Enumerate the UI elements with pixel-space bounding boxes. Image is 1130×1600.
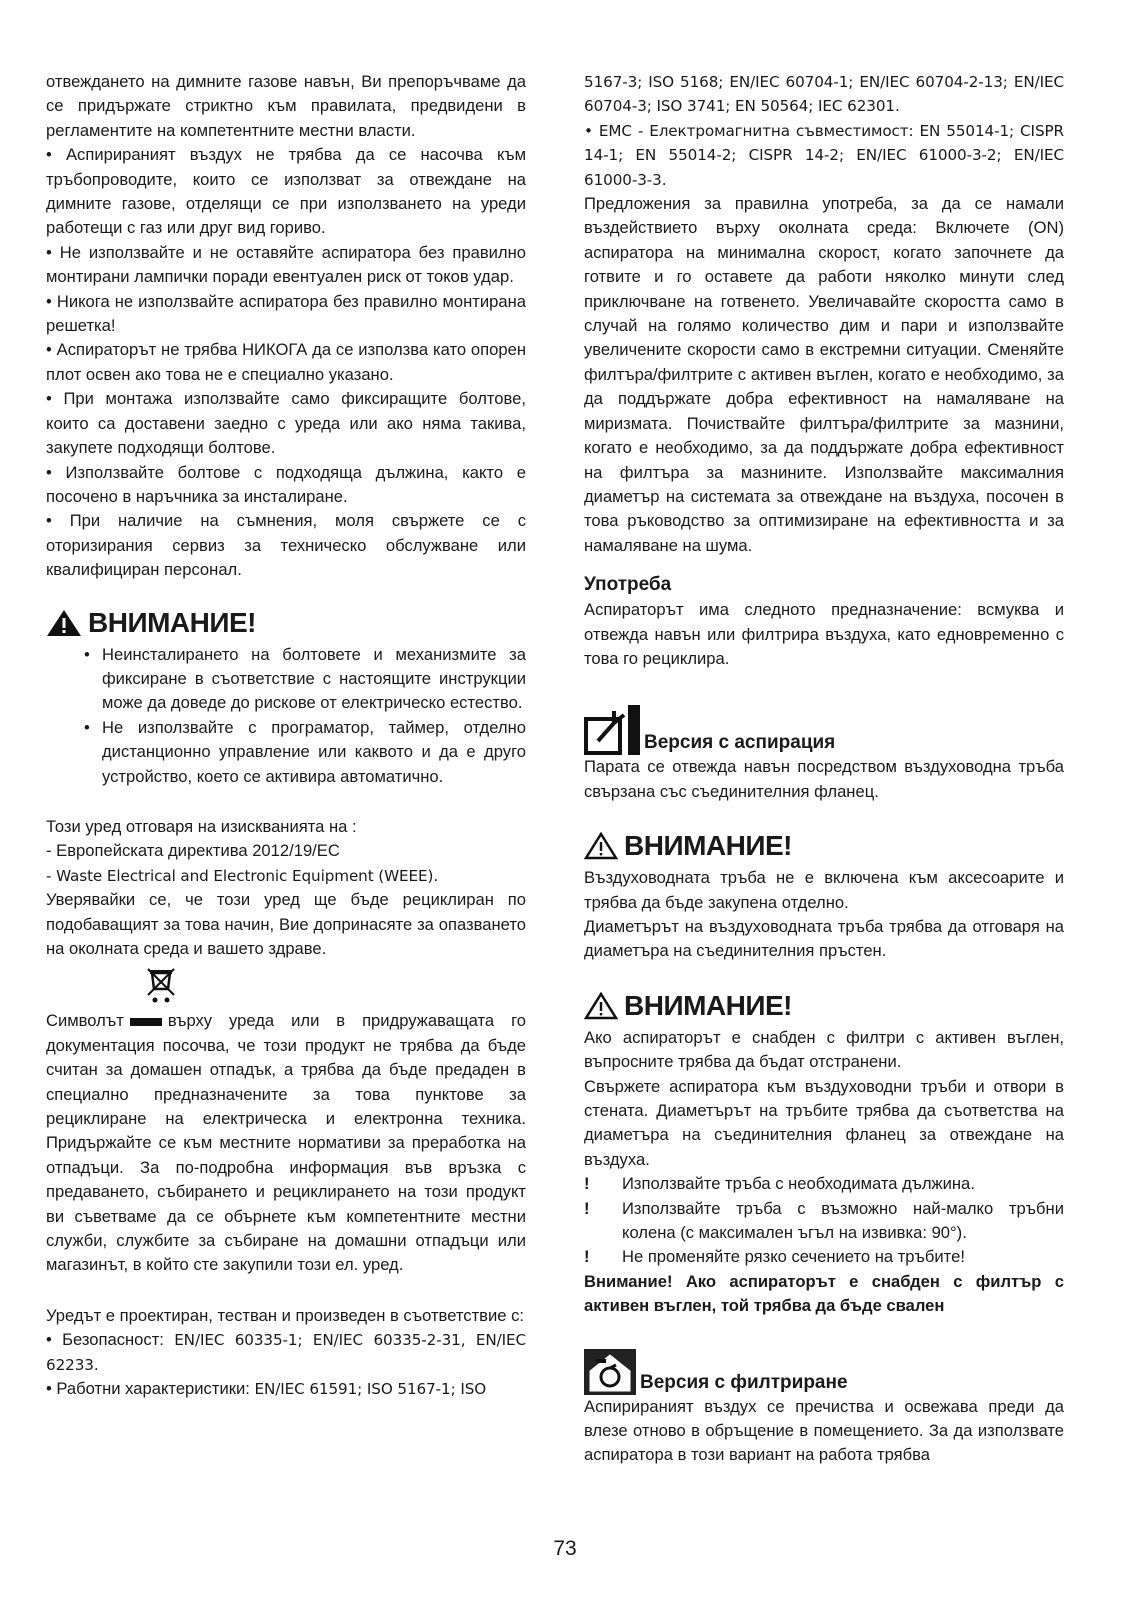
emc-standards: • EMC - Електромагнитна съвместимост: EN 55014-1; CISPR 14-1; EN 55014-2; CISPR 14-2; EN/IEC 61000-3-2; EN/IEC 61000-3-3. <box>584 121 1064 189</box>
section-title: Версия с филтриране <box>640 1371 848 1393</box>
warning-heading <box>584 990 1064 1022</box>
weee-bin-icon <box>146 967 176 1007</box>
safety-standards: • Безопасност: EN/IEC 60335-1; EN/IEC 60335-2-31, EN/IEC 62233. <box>46 1330 526 1374</box>
weee-bar-icon <box>130 1018 162 1026</box>
performance-standards: • Работни характеристики: EN/IEC 61591; ISO 5167-1; ISO <box>46 1379 487 1399</box>
warning-triangle-icon <box>584 832 618 860</box>
warning-triangle-icon <box>584 992 618 1020</box>
paragraph: Свържете аспиратора към въздуховодни тръби и отвори в стената. Диаметърът на тръбите трябва да съответства на диаметъра на съединителния фланец за отвеждане на въздуха. <box>584 1076 1064 1169</box>
warning-list <box>46 643 526 789</box>
warning-heading <box>584 830 1064 862</box>
paragraph: • Използвайте болтове с подходяща дължина, както е посочено в наръчника за инсталиране. <box>46 462 526 506</box>
paragraph: • При монтажа използвайте само фиксиращите болтове, които са доставени заедно с уреда или ако няма такива, закупете подходящи болтове. <box>46 389 526 458</box>
list-item: ! Не променяйте рязко сечението на тръбите! <box>584 1247 965 1267</box>
warning-title: ВНИМАНИЕ! <box>624 830 792 862</box>
warning-heading <box>46 607 526 639</box>
paragraph: Диаметърът на въздуховодната тръба трябва да отговаря на диаметъра на съединителния пръстен. <box>584 916 1064 961</box>
list-item: ! Използвайте тръба с необходимата дължина. <box>584 1174 975 1194</box>
warning-title: ВНИМАНИЕ! <box>88 606 256 638</box>
filter-heading <box>584 1349 1064 1395</box>
paragraph: • Никога не използвайте аспиратора без правилно монтирана решетка! <box>46 291 526 336</box>
filter-paragraph: Аспирираният въздух се пречиства и освежава преди да влезе отново в обръщение в помещението. За да използвате аспиратора в този вариант на работа трябва <box>584 1396 1064 1465</box>
suction-paragraph: Парата се отвежда навън посредством въздуховодна тръба свързана със съединителния фланец. <box>584 757 1064 801</box>
directive-line: - Waste Electrical and Electronic Equipment (WEEE). <box>46 866 439 885</box>
page-number: 73 <box>553 1537 577 1560</box>
recirculation-hood-icon <box>584 1349 636 1395</box>
symbol-paragraph: Символът върху уреда или в придружаващата го документация посочва, че този продукт не трябва да бъде считан за домашен отпадък, а трябва да бъде предаден в специално предназначените за това пунктове за рециклиране на електрическа и електронна техника. Придържайте се към местните нормативи за преработка на отпадъци. За по-подробна информация във връзка с предаването, събирането и рециклирането на този продукт ви съветваме да се обърнете към компетентните местни служби, службите за събиране на домашни отпадъци или магазинът, в който сте закупили този ел. уред. <box>46 1011 526 1275</box>
left-column <box>46 70 526 1402</box>
paragraph: Въздуховодната тръба не е включена към аксесоарите и трябва да бъде закупена отделно. <box>584 868 1064 912</box>
directive-line: - Европейската директива 2012/19/ЕС <box>46 841 340 861</box>
list-item: • Неинсталирането на болтовете и механизмите за фиксиране в съответствие с настоящите инструкции може да доведе до рискове от електрическо естество. <box>84 644 526 713</box>
paragraph: • Аспираторът не трябва НИКОГА да се използва като опорен плот освен ако това не е специално указано. <box>46 340 526 384</box>
paragraph: Ако аспираторът е снабден с филтри с активен въглен, въпросните трябва да бъдат отстранени. <box>584 1027 1064 1072</box>
suction-heading <box>584 705 1064 755</box>
section-title: Версия с аспирация <box>644 732 836 754</box>
suggestions-paragraph: Предложения за правилна употреба, за да се намали въздействието върху околната среда: Включете (ON) аспиратора на минимална скорост, когато започнете да готвите и го оставете да работи няколко минути след приключване на готвенето. Увеличавайте скоростта само в случай на голямо количество дим и пари и използвайте увеличените скорости само в екстремни ситуации. Сменяйте филтъра/филтрите с активен въглен, когато е необходимо, за да поддържате добра ефективност на намаляване на миризмата. Почиствайте филтъра/филтрите за мазнини, когато е необходимо, за да поддържате добра ефективност на филтъра за мазнините. Използвайте максималния диаметър на системата за отвеждане на въздуха, посочен в това ръководство за оптимизиране на ефективността и за намаляване на шума. <box>584 194 1064 555</box>
warning-triangle-icon <box>46 609 82 637</box>
design-paragraph: Уредът е проектиран, тестван и произведен в съответствие с: <box>46 1305 525 1325</box>
warning-title: ВНИМАНИЕ! <box>624 989 792 1021</box>
bold-note: Внимание! Ако аспираторът е снабден с филтър с активен въглен, той трябва да бъде свален <box>584 1271 1064 1316</box>
compliance-intro: Този уред отговаря на изискванията на : <box>46 816 357 836</box>
paragraph: • При наличие на съмнения, моля свържете се с оторизирания сервиз за техническо обслужване или квалифициран персонал. <box>46 511 526 580</box>
use-paragraph: Аспираторът има следното предназначение: всмуква и отвежда навън или филтрира въздуха, като едновременно с това го рециклира. <box>584 600 1064 668</box>
recycle-paragraph: Уверявайки се, че този уред ще бъде рециклиран по подобаващият за това начин, Вие допринасяте за опазването на околната среда и вашето здраве. <box>46 890 526 958</box>
list-item: ! Използвайте тръба с възможно най-малко тръбни колена (с максимален ъгъл на извивка: 90°). <box>584 1198 1064 1243</box>
right-column <box>584 70 1064 1468</box>
performance-standards-cont: 5167-3; ISO 5168; EN/IEC 60704-1; EN/IEC 60704-2-13; EN/IEC 60704-3; ISO 3741; EN 50564; IEC 62301. <box>584 73 1064 116</box>
paragraph: отвеждането на димните газове навън, Ви препоръчваме да се придържате стриктно към правилата, предвидени в регламентите на компетентните местни власти. <box>46 72 526 140</box>
list-item: • Не използвайте с програматор, таймер, отделно дистанционно управление или каквото и да е друго устройство, което се активира автоматично. <box>84 717 526 786</box>
ducted-hood-icon <box>584 705 640 755</box>
section-title: Употреба <box>584 574 672 596</box>
paragraph: • Не използвайте и не оставяйте аспиратора без правилно монтирани лампички поради евентуален риск от токов удар. <box>46 242 526 287</box>
paragraph: • Аспирираният въздух не трябва да се насочва към тръбопроводите, които се използват за отвеждане на димните газове, отделящи се при използването на уреди работещи с газ или друг вид гориво. <box>46 145 526 238</box>
